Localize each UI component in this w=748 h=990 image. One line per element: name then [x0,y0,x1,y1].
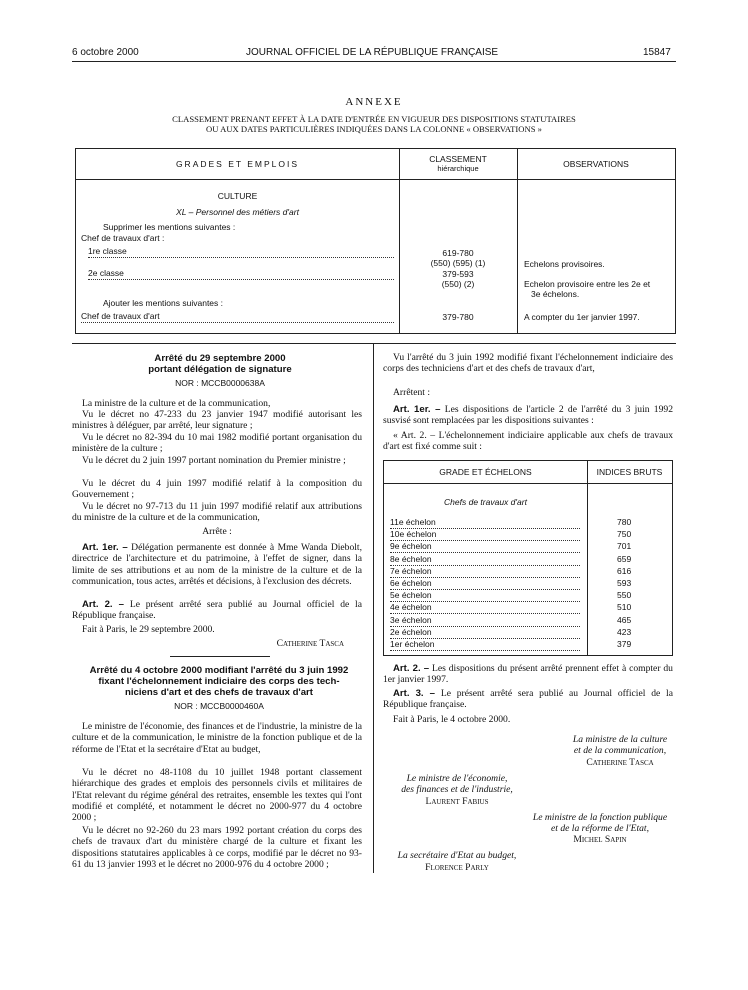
echelon-row [390,601,666,613]
annex-row-value: 619-780 [442,248,474,258]
decree1-paragraph: La ministre de la culture et de la communication, [82,398,271,409]
echelon-index-value: 750 [617,529,632,540]
annex-title: ANNEXE [345,96,403,108]
annex-row-label: Chef de travaux d'art [81,311,394,323]
echelon-label: 4e échelon [390,601,580,614]
echelon-index-value: 550 [617,590,632,601]
echelon-index-value: 593 [617,578,632,588]
echelon-table [383,460,673,656]
decree2-title: niciens d'art et des chefs de travaux d'art [125,687,313,698]
echelon-index-value: 659 [617,553,632,564]
echelon-table-header-indices: INDICES BRUTS [596,467,663,477]
annex-chef-travaux: Chef de travaux d'art : [81,233,165,243]
decree2-title: Arrêté du 4 octobre 2000 modifiant l'arrêté du 3 juin 1992 [89,665,349,676]
echelon-label: 3e échelon [390,614,580,627]
signatory-role: La ministre de la culture [572,734,668,745]
annex-subsection: XL – Personnel des métiers d'art [176,207,299,217]
annex-subtitle-2: OU AUX DATES PARTICULIÈRES INDIQUÉES DANS LA COLONNE « OBSERVATIONS » [206,124,542,134]
signatory-role: Le ministre de la fonction publique [532,812,668,823]
echelon-row [390,589,666,601]
decree1-article-2 [72,599,362,622]
echelon-row [390,528,666,540]
echelon-index-value: 616 [617,565,632,576]
annex-header-rule [76,179,675,180]
decree1-paragraph: Vu le décret no 47-233 du 23 janvier 1947 modifié autorisant les ministres à déléguer, par arrêté, leur signature ; [72,409,362,432]
decree1-arrete: Arrête : [202,526,232,537]
decree2-paragraph: Vu le décret no 48-1108 du 10 juillet 1948 portant classement hiérarchique des grades et emplois des personnels civils et militaires de l'Etat relevant du régime général des retraites, ensemble les textes qui l'ont modifié et complété, et notamment le décret no 2000-977 du 4 octobre 2000 ; [72,767,362,824]
section-rule [72,343,676,344]
decree1-title: Arrêté du 29 septembre 2000 [154,353,286,364]
annex-row-observation: A compter du 1er janvier 1997. [524,312,640,322]
signatory-name: Laurent Fabius [425,796,489,807]
header-journal: JOURNAL OFFICIEL DE LA RÉPUBLIQUE FRANÇAISE [246,47,499,58]
annex-header-classement-sub: hiérarchique [437,164,479,173]
echelon-table-caption: Chefs de travaux d'art [444,497,527,507]
echelon-label: 7e échelon [390,565,580,578]
annex-supprimer: Supprimer les mentions suivantes : [103,222,236,232]
echelon-index-value: 510 [617,602,632,613]
echelon-label: 11e échelon [390,516,580,529]
article-label: Art. 3. – [393,688,436,699]
echelon-row [390,553,666,565]
echelon-table-header-rule [384,483,672,484]
signatory-name: Florence Parly [425,862,489,873]
article-label: Art. 1er. – [393,404,441,415]
article-label: Art. 1er. – [82,542,128,553]
signatory-role: et de la réforme de l'Etat, [551,823,649,834]
annex-row-observation: 3e échelons. [531,289,580,299]
annex-section-culture: CULTURE [217,191,258,201]
echelon-label: 6e échelon [390,577,580,590]
echelon-row [390,638,666,650]
echelon-row [390,540,666,552]
signatory-role: La secrétaire d'Etat au budget, [397,850,517,861]
signatory-role: et de la communication, [573,745,667,756]
echelon-label: 1er échelon [390,638,580,651]
decree1-paragraph: Vu le décret no 97-713 du 11 juin 1997 modifié relatif aux attributions du ministre de la culture et de la communication, [72,501,362,524]
article-text: Les dispositions du présent arrêté prennent effet à compter du 1er janvier 1997. [383,663,673,686]
annex-row-value: (550) (595) (1) [430,258,486,268]
echelon-label: 5e échelon [390,589,580,602]
annex-col-divider [517,149,518,333]
decree1-signature: Catherine Tasca [276,638,344,649]
signatory-role: Le ministre de l'économie, [406,773,508,784]
annex-header-observations: OBSERVATIONS [563,159,629,169]
annex-subtitle-1: CLASSEMENT PRENANT EFFET À LA DATE D'ENTRÉE EN VIGUEUR DES DISPOSITIONS STATUTAIRES [172,114,576,124]
article-text: Les dispositions de l'article 2 de l'arrêté du 3 juin 1992 susvisé sont remplacées par les dispositions suivantes : [383,404,673,427]
signatory-role: des finances et de l'industrie, [401,784,513,795]
decree2-nor: NOR : MCCB0000460A [174,701,264,711]
echelon-index-value: 780 [617,517,632,527]
echelon-label: 8e échelon [390,553,580,566]
separator-rule [170,656,270,657]
echelon-index-value: 465 [617,614,632,625]
decree1-title: portant délégation de signature [148,364,292,375]
echelon-table-header-grade: GRADE ET ÉCHELONS [439,467,532,477]
echelon-label: 10e échelon [390,528,580,541]
decree1-paragraph: Vu le décret du 4 juin 1997 modifié relatif à la composition du Gouvernement ; [72,478,362,501]
decree1-paragraph: Vu le décret no 82-394 du 10 mai 1982 modifié portant organisation du ministère de la culture ; [72,432,362,455]
decree2-fait: Fait à Paris, le 4 octobre 2000. [393,714,511,725]
header-page-number: 15847 [643,47,671,58]
annex-ajouter: Ajouter les mentions suivantes : [103,298,224,308]
article-text: Le présent arrêté sera publié au Journal officiel de la République française. [72,599,362,622]
echelon-row [390,614,666,626]
echelon-row [390,577,666,589]
echelon-row [390,565,666,577]
annex-row-label: 2e classe [88,268,394,280]
echelon-row [390,626,666,638]
annex-row-observation: Echelon provisoire entre les 2e et [524,279,651,289]
article-label: Art. 2. – [393,663,430,674]
decree2-article-1 [383,404,673,427]
echelon-index-value: 701 [617,541,632,552]
decree2-article-3 [383,688,673,711]
annex-row-observation: Echelons provisoires. [524,259,605,269]
article-label: Art. 2. – [82,599,125,610]
echelon-index-value: 379 [617,639,632,649]
header-date: 6 octobre 2000 [72,47,139,58]
annex-row-label: 1re classe [88,246,394,258]
decree2-arretent: Arrêtent : [393,387,431,398]
annex-header-classement: CLASSEMENT [429,154,487,164]
decree2-title: fixant l'échelonnement indiciaire des corps des tech- [98,676,340,687]
article-text: Le présent arrêté sera publié au Journal officiel de la République française. [383,688,673,711]
echelon-row [390,516,666,528]
echelon-index-value: 423 [617,626,632,637]
echelon-label: 2e échelon [390,626,580,639]
decree1-fait: Fait à Paris, le 29 septembre 2000. [82,624,215,635]
decree2-paragraph: Le ministre de l'économie, des finances et de l'industrie, la ministre de la culture et de la communication, le ministre de la fonction publique et de la réforme de l'Etat et la secrétaire d'Etat au budget, [72,721,362,755]
annex-row-value: (550) (2) [441,279,475,289]
annex-col-divider [399,149,400,333]
signatory-name: Catherine Tasca [586,757,654,768]
signatory-name: Michel Sapin [573,834,627,845]
annex-row-value: 379-593 [442,269,474,279]
decree1-paragraph: Vu le décret du 2 juin 1997 portant nomination du Premier ministre ; [82,455,346,466]
echelon-label: 9e échelon [390,540,580,553]
decree2-paragraph: Vu l'arrêté du 3 juin 1992 modifié fixant l'échelonnement indiciaire des corps des techniciens d'art et des chefs de travaux d'art, [383,352,673,375]
decree2-article-1-quote: « Art. 2. – L'échelonnement indiciaire applicable aux chefs de travaux d'art est fixé comme suit : [383,430,673,453]
decree2-article-2 [383,663,673,686]
article-text: Délégation permanente est donnée à Mme Wanda Diebolt, directrice de l'architecture et du patrimoine, à l'effet de signer, dans la limite de ses attributions et au nom de la ministre de la culture et de la communication, tous actes, arrêtés et décisions, à l'exclusion des décrets. [72,542,363,587]
decree2-paragraph: Vu le décret no 92-260 du 23 mars 1992 portant création du corps des chefs de travaux d'art du ministère chargé de la culture et fixant les dispositions statutaires applicables à ce corps, modifié par le décret no 93-61 du 13 janvier 1993 et le décret no 2000-976 du 4 octobre 2000 ; [72,825,362,870]
header-rule [72,61,676,62]
annex-header-grades: GRADES ET EMPLOIS [175,159,300,169]
decree1-nor: NOR : MCCB0000638A [175,378,265,388]
annex-row-value: 379-780 [442,312,474,322]
annex-table [75,148,676,334]
decree1-article-1 [72,542,362,587]
